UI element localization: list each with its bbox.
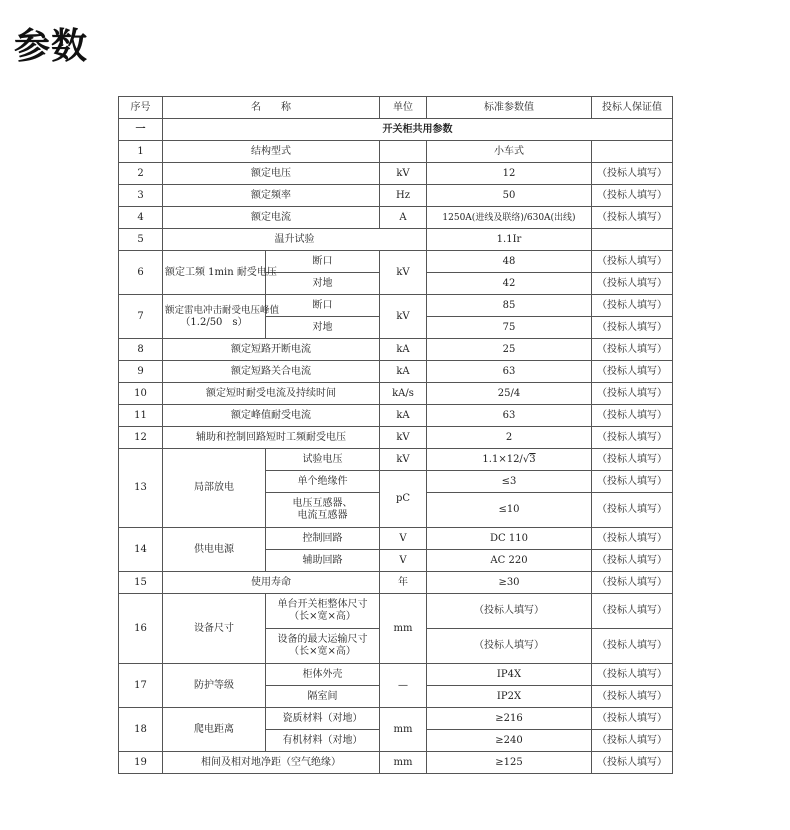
row-unit: pC bbox=[380, 471, 427, 528]
sqrt-icon: √ bbox=[522, 453, 530, 465]
row-unit: kV bbox=[380, 163, 427, 185]
row-standard-value: （投标人填写） bbox=[427, 629, 592, 664]
row-bidder-value: （投标人填写） bbox=[592, 251, 673, 273]
row-name: 辅助和控制回路短时工频耐受电压 bbox=[163, 427, 380, 449]
row-standard-value: 75 bbox=[427, 317, 592, 339]
row-name: 设备尺寸 bbox=[163, 594, 266, 664]
header-unit: 单位 bbox=[380, 97, 427, 119]
row-no: 6 bbox=[119, 251, 163, 295]
row-standard-value: 63 bbox=[427, 405, 592, 427]
row-bidder-value: （投标人填写） bbox=[592, 427, 673, 449]
row-no: 1 bbox=[119, 141, 163, 163]
row-sub-name: 对地 bbox=[266, 317, 380, 339]
table-row bbox=[119, 572, 673, 594]
row-sub-name bbox=[266, 629, 380, 664]
row-standard-value: 25/4 bbox=[427, 383, 592, 405]
row-bidder-value bbox=[592, 141, 673, 163]
table-row bbox=[119, 229, 673, 251]
row-standard-value: ≥216 bbox=[427, 708, 592, 730]
section-row bbox=[119, 119, 673, 141]
row-standard-value: 85 bbox=[427, 295, 592, 317]
row-no: 18 bbox=[119, 708, 163, 752]
table-row bbox=[119, 449, 673, 471]
table-header-row bbox=[119, 97, 673, 119]
row-unit: kA bbox=[380, 339, 427, 361]
row-sub-name: 瓷质材料（对地） bbox=[266, 708, 380, 730]
row-unit: V bbox=[380, 528, 427, 550]
header-bidder-value: 投标人保证值 bbox=[592, 97, 673, 119]
table-row bbox=[119, 339, 673, 361]
table-row bbox=[119, 752, 673, 774]
row-name: 额定短路关合电流 bbox=[163, 361, 380, 383]
row-sub-name: 对地 bbox=[266, 273, 380, 295]
row-bidder-value: （投标人填写） bbox=[592, 339, 673, 361]
row-bidder-value: （投标人填写） bbox=[592, 572, 673, 594]
row-standard-value: ≥30 bbox=[427, 572, 592, 594]
row-sub-name-line2: 电流互感器 bbox=[297, 510, 348, 521]
table-row bbox=[119, 185, 673, 207]
table-row bbox=[119, 251, 673, 273]
row-standard-value: 1.1Ir bbox=[427, 229, 592, 251]
parameter-table bbox=[118, 96, 673, 774]
row-sub-name: 控制回路 bbox=[266, 528, 380, 550]
row-sub-name: 有机材料（对地） bbox=[266, 730, 380, 752]
row-bidder-value: （投标人填写） bbox=[592, 163, 673, 185]
section-title: 开关柜共用参数 bbox=[163, 119, 673, 141]
row-standard-value: 12 bbox=[427, 163, 592, 185]
row-bidder-value: （投标人填写） bbox=[592, 730, 673, 752]
header-no: 序号 bbox=[119, 97, 163, 119]
row-unit: — bbox=[380, 664, 427, 708]
row-bidder-value: （投标人填写） bbox=[592, 185, 673, 207]
row-unit: mm bbox=[380, 708, 427, 752]
row-name: 额定电流 bbox=[163, 207, 380, 229]
row-bidder-value: （投标人填写） bbox=[592, 405, 673, 427]
row-unit: Hz bbox=[380, 185, 427, 207]
row-unit: kV bbox=[380, 449, 427, 471]
row-name-line1: 额定雷电冲击耐受电压峰值 bbox=[165, 304, 280, 316]
row-name: 额定电压 bbox=[163, 163, 380, 185]
row-standard-value: AC 220 bbox=[427, 550, 592, 572]
row-unit: kV bbox=[380, 295, 427, 339]
row-unit: kA bbox=[380, 361, 427, 383]
row-unit: A bbox=[380, 207, 427, 229]
row-name: 额定短路开断电流 bbox=[163, 339, 380, 361]
row-name: 防护等级 bbox=[163, 664, 266, 708]
row-bidder-value: （投标人填写） bbox=[592, 528, 673, 550]
row-name: 额定工频 1min 耐受电压 bbox=[163, 251, 266, 295]
row-standard-value: 小车式 bbox=[427, 141, 592, 163]
row-no: 13 bbox=[119, 449, 163, 528]
row-no: 14 bbox=[119, 528, 163, 572]
row-bidder-value: （投标人填写） bbox=[592, 708, 673, 730]
row-no: 3 bbox=[119, 185, 163, 207]
row-sub-name-line2: （长×宽×高） bbox=[289, 611, 356, 622]
row-bidder-value: （投标人填写） bbox=[592, 664, 673, 686]
row-unit: mm bbox=[380, 752, 427, 774]
row-standard-value: IP4X bbox=[427, 664, 592, 686]
row-standard-value: ≥125 bbox=[427, 752, 592, 774]
row-standard-value: （投标人填写） bbox=[427, 594, 592, 629]
row-standard-value: IP2X bbox=[427, 686, 592, 708]
row-name: 额定短时耐受电流及持续时间 bbox=[163, 383, 380, 405]
page-heading: 参数 bbox=[14, 26, 89, 67]
row-sub-name: 辅助回路 bbox=[266, 550, 380, 572]
row-sub-name-line2: （长×宽×高） bbox=[289, 646, 356, 657]
row-standard-value: 25 bbox=[427, 339, 592, 361]
row-bidder-value: （投标人填写） bbox=[592, 449, 673, 471]
row-no: 16 bbox=[119, 594, 163, 664]
table-row bbox=[119, 361, 673, 383]
row-name: 爬电距离 bbox=[163, 708, 266, 752]
header-standard-value: 标准参数值 bbox=[427, 97, 592, 119]
row-bidder-value: （投标人填写） bbox=[592, 493, 673, 528]
table-row bbox=[119, 405, 673, 427]
row-name bbox=[163, 295, 280, 339]
row-bidder-value: （投标人填写） bbox=[592, 752, 673, 774]
row-no: 9 bbox=[119, 361, 163, 383]
row-bidder-value: （投标人填写） bbox=[592, 686, 673, 708]
row-sub-name-line1: 电压互感器、 bbox=[292, 498, 353, 509]
row-sub-name: 断口 bbox=[266, 251, 380, 273]
row-sub-name bbox=[266, 594, 380, 629]
row-name: 温升试验 bbox=[163, 229, 427, 251]
row-standard-value: 63 bbox=[427, 361, 592, 383]
row-sub-name: 断口 bbox=[266, 295, 380, 317]
row-unit: kA/s bbox=[380, 383, 427, 405]
row-no: 15 bbox=[119, 572, 163, 594]
row-sub-name-line1: 单台开关柜整体尺寸 bbox=[277, 599, 368, 610]
table-row bbox=[119, 528, 673, 550]
row-bidder-value bbox=[592, 229, 673, 251]
row-unit: kV bbox=[380, 251, 427, 295]
table-row bbox=[119, 594, 673, 629]
value-root: 3 bbox=[529, 453, 536, 465]
row-sub-name-line1: 设备的最大运输尺寸 bbox=[277, 634, 368, 645]
row-standard-value: ≥240 bbox=[427, 730, 592, 752]
row-bidder-value: （投标人填写） bbox=[592, 273, 673, 295]
row-standard-value: ≤10 bbox=[427, 493, 592, 528]
table-row bbox=[119, 427, 673, 449]
row-unit bbox=[380, 141, 427, 163]
row-name: 局部放电 bbox=[163, 449, 266, 528]
row-standard-value: 1250A(进线及联络)/630A(出线) bbox=[427, 207, 592, 229]
row-unit: V bbox=[380, 550, 427, 572]
row-bidder-value: （投标人填写） bbox=[592, 361, 673, 383]
row-bidder-value: （投标人填写） bbox=[592, 317, 673, 339]
row-no: 5 bbox=[119, 229, 163, 251]
row-sub-name: 试验电压 bbox=[266, 449, 380, 471]
row-bidder-value: （投标人填写） bbox=[592, 383, 673, 405]
row-standard-value: DC 110 bbox=[427, 528, 592, 550]
row-bidder-value: （投标人填写） bbox=[592, 207, 673, 229]
row-name: 额定峰值耐受电流 bbox=[163, 405, 380, 427]
row-no: 12 bbox=[119, 427, 163, 449]
row-standard-value: 50 bbox=[427, 185, 592, 207]
row-name: 结构型式 bbox=[163, 141, 380, 163]
table-row bbox=[119, 383, 673, 405]
row-no: 7 bbox=[119, 295, 163, 339]
row-bidder-value: （投标人填写） bbox=[592, 550, 673, 572]
row-bidder-value: （投标人填写） bbox=[592, 295, 673, 317]
row-unit: kV bbox=[380, 427, 427, 449]
row-no: 19 bbox=[119, 752, 163, 774]
table-row bbox=[119, 295, 673, 317]
table-row bbox=[119, 207, 673, 229]
row-sub-name: 单个绝缘件 bbox=[266, 471, 380, 493]
row-bidder-value: （投标人填写） bbox=[592, 594, 673, 629]
header-name: 名 称 bbox=[163, 97, 380, 119]
row-standard-value bbox=[427, 449, 592, 471]
table-row bbox=[119, 664, 673, 686]
row-standard-value: 2 bbox=[427, 427, 592, 449]
table-row bbox=[119, 141, 673, 163]
row-bidder-value: （投标人填写） bbox=[592, 471, 673, 493]
value-prefix: 1.1×12/ bbox=[482, 453, 523, 465]
parameter-table-container bbox=[118, 96, 673, 774]
row-unit: 年 bbox=[380, 572, 427, 594]
section-no: 一 bbox=[119, 119, 163, 141]
row-name: 相间及相对地净距（空气绝缘） bbox=[163, 752, 380, 774]
row-no: 4 bbox=[119, 207, 163, 229]
row-no: 11 bbox=[119, 405, 163, 427]
row-sub-name: 隔室间 bbox=[266, 686, 380, 708]
row-no: 17 bbox=[119, 664, 163, 708]
row-standard-value: ≤3 bbox=[427, 471, 592, 493]
row-no: 2 bbox=[119, 163, 163, 185]
row-standard-value: 42 bbox=[427, 273, 592, 295]
row-name: 额定频率 bbox=[163, 185, 380, 207]
table-row bbox=[119, 163, 673, 185]
table-row bbox=[119, 708, 673, 730]
row-no: 8 bbox=[119, 339, 163, 361]
row-name: 供电电源 bbox=[163, 528, 266, 572]
row-unit: mm bbox=[380, 594, 427, 664]
row-sub-name: 柜体外壳 bbox=[266, 664, 380, 686]
row-no: 10 bbox=[119, 383, 163, 405]
row-name: 使用寿命 bbox=[163, 572, 380, 594]
row-name-line2: （1.2/50 s） bbox=[180, 316, 248, 328]
row-standard-value: 48 bbox=[427, 251, 592, 273]
row-sub-name bbox=[266, 493, 380, 528]
row-bidder-value: （投标人填写） bbox=[592, 629, 673, 664]
row-unit: kA bbox=[380, 405, 427, 427]
